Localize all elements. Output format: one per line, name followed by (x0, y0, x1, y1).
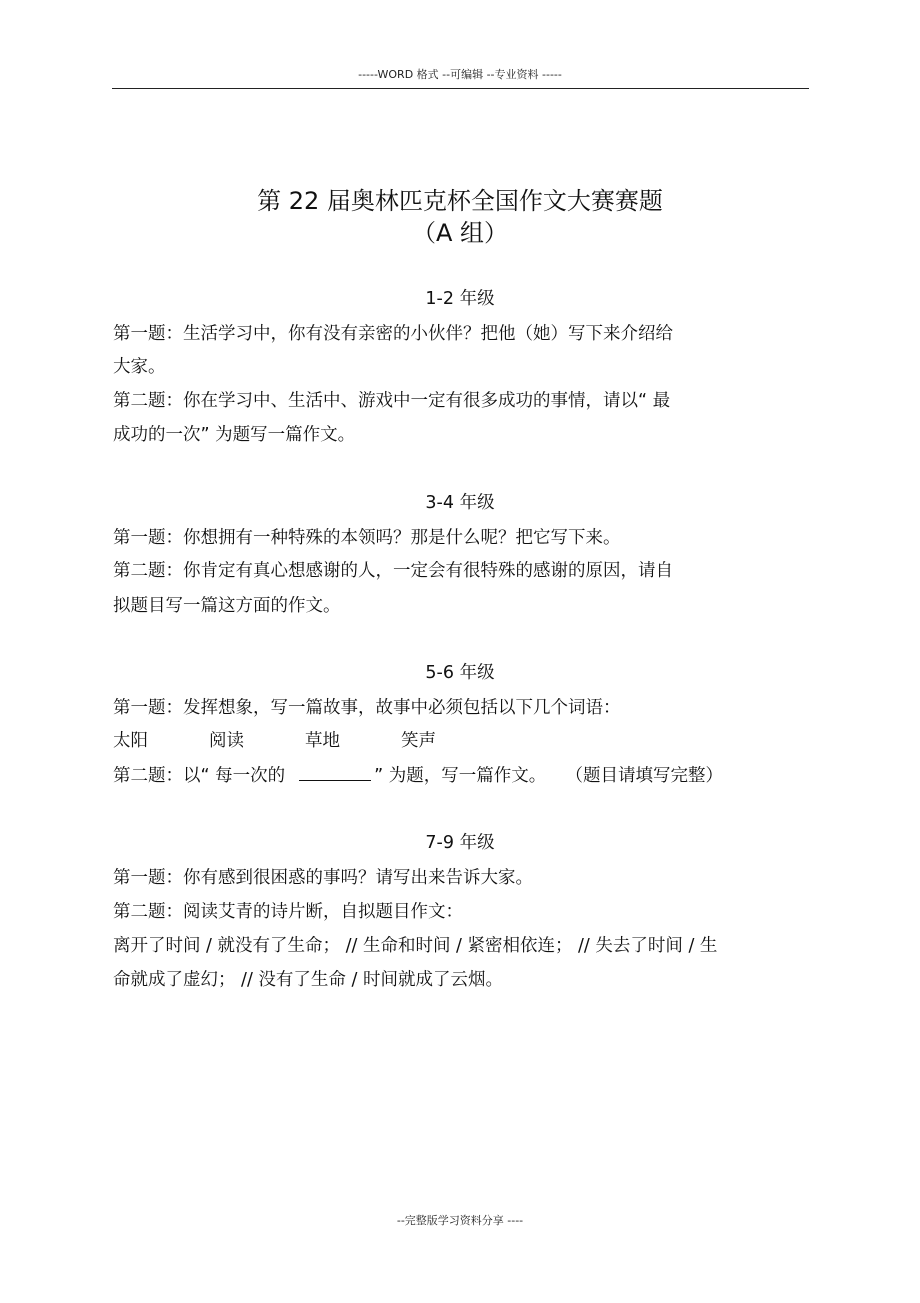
question-line: 拟题目写一篇这方面的作文。 (113, 596, 341, 616)
word-item: 笑声 (401, 731, 436, 751)
grade-heading: 7-9 年级 (425, 833, 495, 853)
grade-heading: 3-4 年级 (425, 493, 495, 513)
page-footer: --完整版学习资料分享 ---- (396, 1214, 524, 1227)
grade-heading: 5-6 年级 (425, 663, 495, 683)
question-line: 成功的一次” 为题写一篇作文。 (113, 425, 356, 445)
question-prefix: 第二题：以“ 每一次的 (113, 766, 286, 786)
word-item: 太阳 (113, 731, 148, 751)
word-item: 草地 (305, 731, 340, 751)
question-note: （题目请填写完整） (574, 766, 724, 786)
page-header: -----WORD 格式 --可编辑 --专业资料 ----- (358, 68, 562, 81)
question-line: 大家。 (113, 357, 166, 377)
word-list (113, 727, 436, 752)
document-subtitle: （A 组） (411, 219, 509, 247)
question-suffix: ” 为题，写一篇作文。 (374, 766, 547, 786)
question-line: 第二题：你在学习中、生活中、游戏中一定有很多成功的事情，请以“ 最 (113, 391, 671, 411)
question-line: 第二题：阅读艾青的诗片断，自拟题目作文： (113, 902, 463, 922)
question-line: 第一题：发挥想象，写一篇故事，故事中必须包括以下几个词语： (113, 698, 621, 718)
grade-heading: 1-2 年级 (425, 289, 495, 309)
question-line: 第一题：你有感到很困惑的事吗？请写出来告诉大家。 (113, 868, 533, 888)
fill-in-blank (299, 766, 371, 781)
document-title: 第 22 届奥林匹克杯全国作文大赛赛题 (257, 187, 663, 215)
question-line (113, 762, 723, 787)
question-line: 第二题：你肯定有真心想感谢的人，一定会有很特殊的感谢的原因，请自 (113, 561, 673, 581)
header-rule (112, 88, 809, 89)
poem-line: 命就成了虚幻； // 没有了生命 / 时间就成了云烟。 (113, 970, 503, 990)
poem-line: 离开了时间 / 就没有了生命； // 生命和时间 / 紧密相依连； // 失去了时间 / 生 (113, 936, 718, 956)
question-line: 第一题：你想拥有一种特殊的本领吗？那是什么呢？把它写下来。 (113, 528, 621, 548)
question-line: 第一题：生活学习中，你有没有亲密的小伙伴？把他（她）写下来介绍给 (113, 324, 673, 344)
word-item: 阅读 (209, 731, 244, 751)
